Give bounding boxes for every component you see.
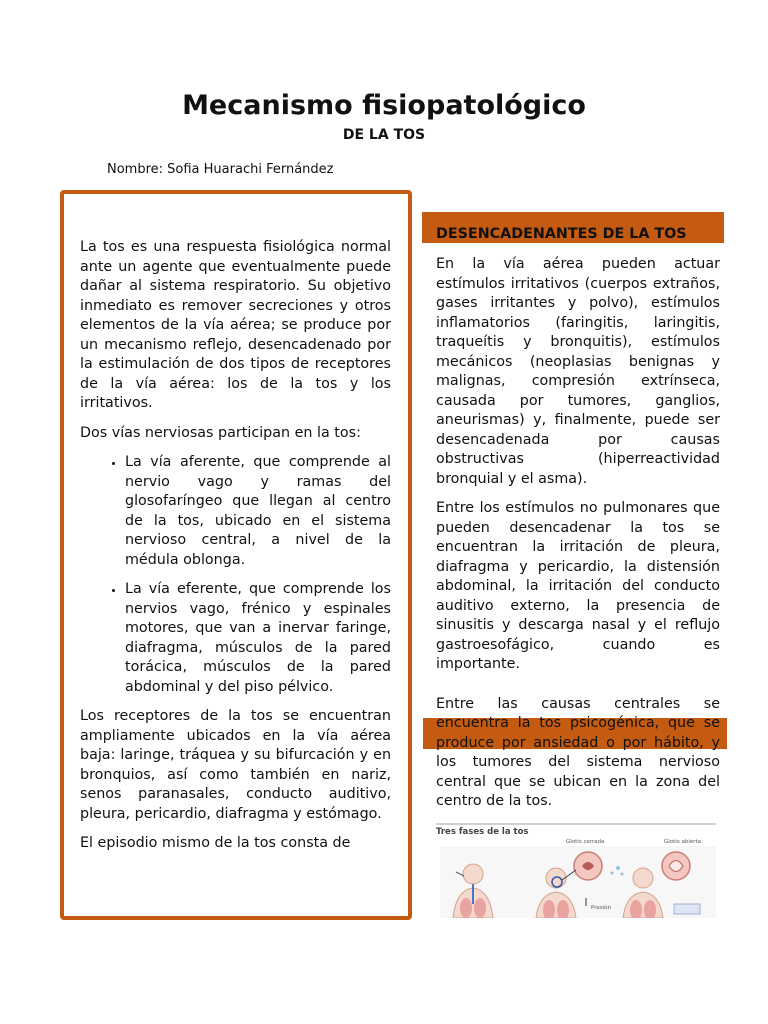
- episode-paragraph: El episodio mismo de la tos consta de: [80, 835, 351, 851]
- airway-triggers-paragraph: En la vía aérea pueden actuar estímulos irritativos (cuerpos extraños, gases irritantes y polvo), estímulos inflamatorios (faringitis, laringitis, traqueítis y bronquitis), estímulos mecánicos (neoplasias benignas y malignas, compresión extrínseca, causada por tumores, ganglios, aneurismas) y, finalmente, puede ser desencadenada por causas obstructivas (hiperreactividad bronquial y el asma).: [436, 256, 720, 487]
- left-column-text: [80, 238, 391, 864]
- central-causes-paragraph: Entre las causas centrales se encuentra la tos psicogénica, que se produce por ansiedad o por hábito, y los tumores del sistema nervioso central que se ubican en la zona del centro de la tos.: [436, 695, 720, 809]
- list-item: • La vía eferente, que comprende los nervios vago, frénico y espinales motores, que van a inervar faringe, diafragma, músculos de la pared torácica, músculos de la pared abdominal y del piso pélvico.: [125, 580, 391, 697]
- left-column-frame: [60, 190, 412, 920]
- pressure-label: Presión: [591, 905, 611, 911]
- list-item: • La vía aferente, que comprende al nervio vago y ramas del glosofaríngeo que llegan al centro de la tos, ubicado en el sistema nervioso central, a nivel de la médula oblonga.: [125, 453, 391, 570]
- glottis-open-label: Glotis abierta: [664, 839, 702, 845]
- page-title: Mecanismo fisiopatológico: [182, 90, 586, 121]
- cough-phases-figure: [436, 822, 716, 918]
- intro-paragraph: La tos es una respuesta fisiológica normal ante un agente que eventualmente puede dañar al sistema respiratorio. Su objetivo inmediato es remover secreciones y otros elementos de la vía aérea; se produce por un mecanismo reflejo, desencadenado por la estimulación de dos tipos de receptores de la vía aérea: los de la tos y los irritativos.: [80, 239, 391, 411]
- right-column-text: [436, 255, 720, 822]
- section-heading: DESENCADENANTES DE LA TOS: [436, 226, 687, 242]
- lungs-illustration: [436, 822, 716, 918]
- non-pulmonary-paragraph: Entre los estímulos no pulmonares que pueden desencadenar la tos se encuentran la irritación de pleura, diafragma y pericardio, la distensión abdominal, la irritación del conducto auditivo externo, la presencia de sinusitis y descarga nasal y el reflujo gastroesofágico, cuando es importante.: [436, 500, 720, 672]
- receptors-paragraph: Los receptores de la tos se encuentran ampliamente ubicados en la vía aérea baja: laringe, tráquea y su bifurcación y en bronquios, así como también en nariz, senos paranasales, conducto auditivo, pleura, pericardio, diafragma y estómago.: [80, 708, 391, 822]
- figure-title: Tres fases de la tos: [436, 827, 529, 837]
- author-name: Nombre: Sofia Huarachi Fernández: [107, 162, 334, 177]
- glottis-closed-label: Glotis cerrada: [566, 839, 605, 845]
- nerve-pathways-paragraph: Dos vías nerviosas participan en la tos:: [80, 424, 361, 441]
- page-subtitle: DE LA TOS: [342, 127, 426, 143]
- nerve-pathways-list: [80, 453, 391, 697]
